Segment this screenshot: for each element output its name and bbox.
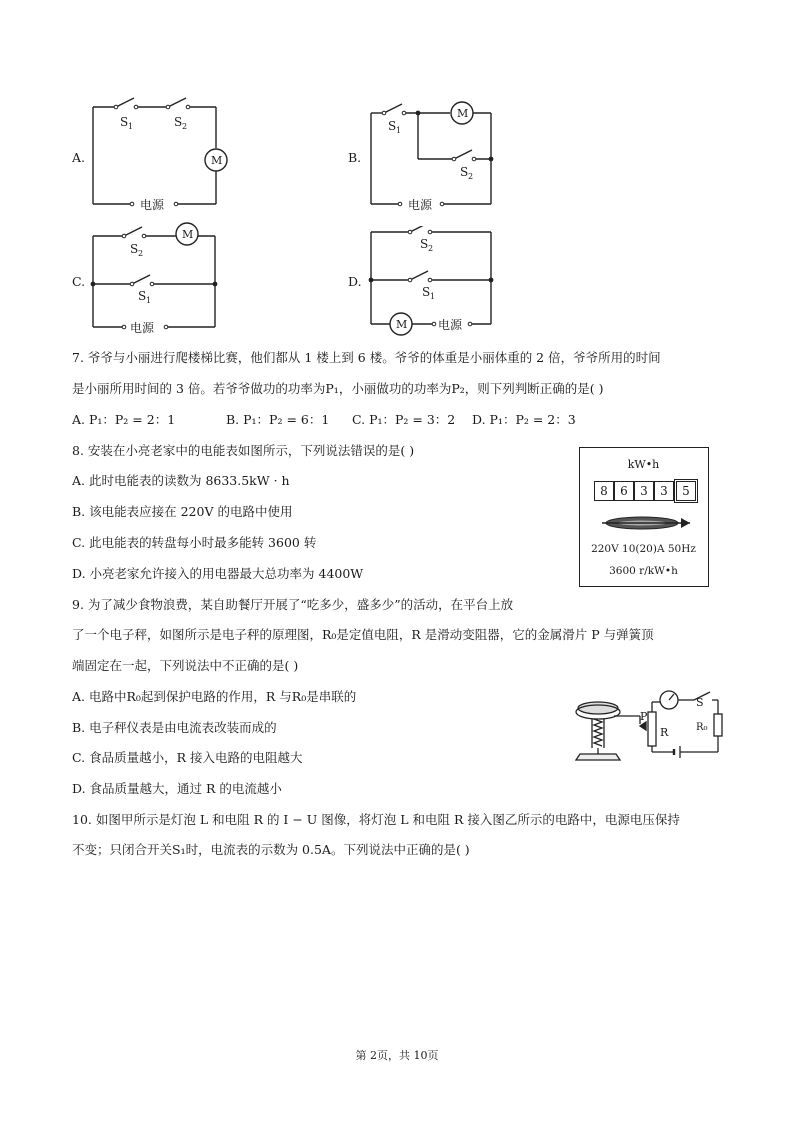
svg-text:2: 2 <box>468 172 474 181</box>
meter-rating: 220V 10(20)A 50Hz <box>591 543 696 555</box>
switch-s1-label: S <box>138 289 147 303</box>
page-footer: 第 2页，共 10页 <box>355 1049 439 1062</box>
switch-s2-label: S <box>174 115 183 129</box>
question-7-option-a: A. P₁：P₂ = 2：1 <box>72 412 176 427</box>
question-7-option-c: C. P₁：P₂ = 3：2 <box>352 412 456 427</box>
meter-unit: kW•h <box>627 458 660 471</box>
switch-s2-label: S <box>130 242 139 256</box>
switch-s-label: S <box>696 696 704 709</box>
motor-label: M <box>457 107 469 120</box>
svg-text:1: 1 <box>146 296 152 305</box>
question-9-stem-line3: 端固定在一起，下列说法中不正确的是( ) <box>72 658 299 673</box>
switch-s1-label: S <box>388 119 397 133</box>
circuit-diagram-b <box>366 96 506 216</box>
slider-p-label: P <box>640 710 648 723</box>
motor-label: M <box>182 228 194 241</box>
question-9-stem-line1: 9. 为了减少食物浪费，某自助餐厅开展了“吃多少，盛多少”的活动，在平台上放 <box>72 597 514 612</box>
meter-digit: 3 <box>654 481 674 501</box>
question-9-option-d: D. 食品质量越大，通过 R 的电流越小 <box>72 781 282 796</box>
power-source-label: 电源 <box>140 198 165 212</box>
question-9-option-c: C. 食品质量越小，R 接入电路的电阻越大 <box>72 750 303 765</box>
meter-dial-icon <box>596 512 696 534</box>
switch-s1-label: S <box>422 285 431 299</box>
meter-digit: 6 <box>614 481 634 501</box>
motor-label: M <box>396 318 408 331</box>
question-7-option-d: D. P₁：P₂ = 2：3 <box>472 412 576 427</box>
question-7-option-b: B. P₁：P₂ = 6：1 <box>226 412 330 427</box>
circuit-diagram-d <box>366 226 506 336</box>
switch-s2-label: S <box>420 237 429 251</box>
question-9-stem-line2: 了一个电子秤，如图所示是电子秤的原理图，R₀是定值电阻，R 是滑动变阻器，它的金属滑片 P 与弹簧顶 <box>72 627 654 642</box>
option-a-label: A. <box>72 150 86 165</box>
resistor-r0-label: R₀ <box>696 722 708 733</box>
electronic-scale-diagram <box>572 688 728 770</box>
svg-text:2: 2 <box>138 249 144 258</box>
meter-digits <box>594 481 696 501</box>
option-d-label: D. <box>348 274 362 289</box>
question-8-stem: 8. 安装在小亮老家中的电能表如图所示，下列说法错误的是( ) <box>72 443 415 458</box>
question-8-option-d: D. 小亮老家允许接入的用电器最大总功率为 4400W <box>72 566 364 581</box>
question-10-stem-line1: 10. 如图甲所示是灯泡 L 和电阻 R 的 I − U 图像，将灯泡 L 和电阻 R 接入图乙所示的电路中，电源电压保持 <box>72 812 680 827</box>
question-7-stem-line2: 是小丽所用时间的 3 倍。若爷爷做功的功率为P₁，小丽做功的功率为P₂，则下列判断正确的是( ) <box>72 381 604 396</box>
rheostat-r-label: R <box>660 726 669 739</box>
option-c-label: C. <box>72 274 86 289</box>
power-source-label: 电源 <box>408 198 433 212</box>
power-source-label: 电源 <box>438 318 463 332</box>
svg-text:1: 1 <box>430 292 436 301</box>
question-9-option-b: B. 电子秤仪表是由电流表改装而成的 <box>72 720 277 735</box>
svg-text:1: 1 <box>396 126 402 135</box>
svg-text:2: 2 <box>428 244 434 253</box>
question-8-option-b: B. 该电能表应接在 220V 的电路中使用 <box>72 504 293 519</box>
question-9-option-a: A. 电路中R₀起到保护电路的作用，R 与R₀是串联的 <box>72 689 357 704</box>
switch-s2-label: S <box>460 165 469 179</box>
option-b-label: B. <box>348 150 362 165</box>
meter-decimal-digit: 5 <box>674 479 698 503</box>
question-8-option-a: A. 此时电能表的读数为 8633.5kW · h <box>72 473 290 488</box>
svg-text:1: 1 <box>128 122 134 131</box>
meter-revolutions: 3600 r/kW•h <box>609 565 678 577</box>
question-7-stem-line1: 7. 爷爷与小丽进行爬楼梯比赛，他们都从 1 楼上到 6 楼。爷爷的体重是小丽体重的 2 倍，爷爷所用的时间 <box>72 350 661 365</box>
switch-s1-label: S <box>120 115 129 129</box>
svg-text:2: 2 <box>182 122 188 131</box>
motor-label: M <box>211 154 223 167</box>
meter-digit: 3 <box>634 481 654 501</box>
energy-meter-figure <box>579 447 709 587</box>
circuit-diagram-c <box>88 220 228 336</box>
power-source-label: 电源 <box>130 321 155 335</box>
question-8-option-c: C. 此电能表的转盘每小时最多能转 3600 转 <box>72 535 317 550</box>
question-10-stem-line2: 不变；只闭合开关S₁时，电流表的示数为 0.5A。下列说法中正确的是( ) <box>72 842 470 857</box>
meter-digit: 8 <box>594 481 614 501</box>
circuit-diagram-a <box>88 96 238 216</box>
